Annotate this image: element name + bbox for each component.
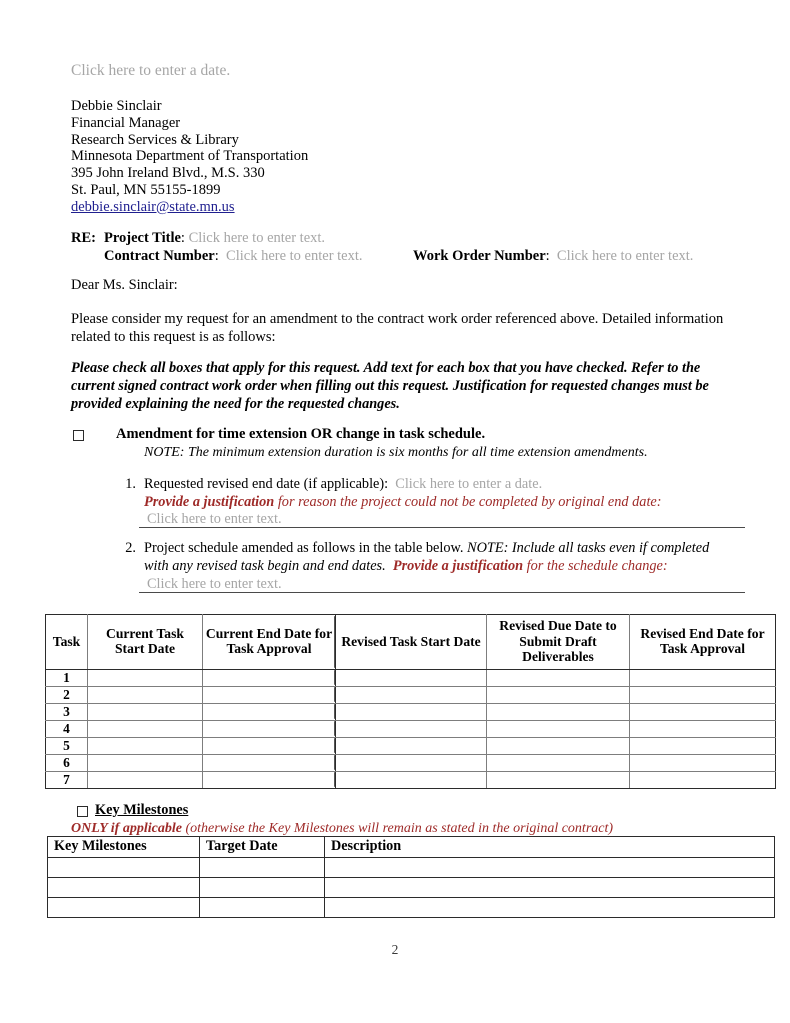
cell-current-start[interactable] xyxy=(88,720,203,737)
instructions-paragraph: Please check all boxes that apply for this request. Add text for each box that you have checked. Refer to the current signed contract work order when filling out this request. Justification for requested changes must be provided explaining the need for the requested changes. xyxy=(71,360,709,412)
th-revised-task-start-date: Revised Task Start Date xyxy=(336,615,487,670)
work-order-input[interactable]: Click here to enter text. xyxy=(556,248,694,264)
cell-task-number: 6 xyxy=(46,754,88,771)
table-row xyxy=(46,737,776,754)
table-row xyxy=(48,898,775,918)
amendment-note: NOTE: The minimum extension duration is six months for all time extension amendments. xyxy=(144,445,648,460)
cell-revised-end[interactable] xyxy=(630,720,776,737)
cell-current-end[interactable] xyxy=(203,771,336,788)
task-schedule-table xyxy=(45,614,776,789)
cell-revised-end[interactable] xyxy=(630,737,776,754)
cell-milestone[interactable] xyxy=(48,878,200,898)
intro-paragraph: Please consider my request for an amendment to the contract work order referenced above. Detailed information related to this request is as follows: xyxy=(71,311,724,345)
cell-description[interactable] xyxy=(325,858,775,878)
table-row xyxy=(46,686,776,703)
key-milestones-note-bold: ONLY if applicable xyxy=(71,821,182,836)
th-current-task-start-date: Current Task Start Date xyxy=(88,615,203,670)
item-1-date-input[interactable]: Click here to enter a date. xyxy=(395,476,543,492)
item-2-number: 2. xyxy=(125,540,136,556)
cell-revised-start[interactable] xyxy=(336,669,487,686)
task-table-head xyxy=(46,615,776,670)
cell-current-start[interactable] xyxy=(88,754,203,771)
cell-revised-due[interactable] xyxy=(487,686,630,703)
work-order-colon: : xyxy=(545,248,550,264)
project-title-input[interactable]: Click here to enter text. xyxy=(188,230,326,246)
item-2-body xyxy=(144,540,724,575)
cell-milestone[interactable] xyxy=(48,858,200,878)
re-row-project-title xyxy=(71,229,731,247)
page-number: 2 xyxy=(391,942,399,957)
cell-revised-start[interactable] xyxy=(336,771,487,788)
cell-current-end[interactable] xyxy=(203,737,336,754)
amendment-item-1 xyxy=(116,476,726,511)
contract-number-group xyxy=(104,247,363,265)
task-table-body xyxy=(46,669,776,788)
cell-current-end[interactable] xyxy=(203,754,336,771)
amendment-heading: Amendment for time extension OR change in task schedule. xyxy=(116,426,486,442)
cell-revised-end[interactable] xyxy=(630,703,776,720)
cell-task-number: 7 xyxy=(46,771,88,788)
work-order-label: Work Order Number xyxy=(413,248,546,264)
km-table-head xyxy=(48,837,775,858)
item-2-justification-bold: Provide a justification xyxy=(392,557,524,574)
cell-revised-end[interactable] xyxy=(630,686,776,703)
recipient-division: Research Services & Library xyxy=(71,131,239,148)
cell-task-number: 4 xyxy=(46,720,88,737)
cell-current-start[interactable] xyxy=(88,686,203,703)
work-order-group xyxy=(413,247,693,265)
item-1-justification-bold: Provide a justification xyxy=(144,493,275,510)
cell-milestone[interactable] xyxy=(48,898,200,918)
cell-task-number: 3 xyxy=(46,703,88,720)
cell-task-number: 5 xyxy=(46,737,88,754)
item-2-lead-text: Project schedule amended as follows in the table below. xyxy=(144,540,464,556)
cell-task-number: 1 xyxy=(46,669,88,686)
project-title-colon: : xyxy=(180,230,185,246)
recipient-title: Financial Manager xyxy=(71,114,181,131)
th-description: Description xyxy=(325,837,775,858)
contract-number-colon: : xyxy=(214,248,219,264)
item-1-justification-rest: for reason the project could not be completed by original end date: xyxy=(274,493,662,510)
task-table-header-row xyxy=(46,615,776,670)
project-title-group xyxy=(104,229,325,247)
re-label: RE: xyxy=(71,230,96,246)
th-target-date: Target Date xyxy=(200,837,325,858)
contract-number-label: Contract Number xyxy=(104,248,215,264)
km-table-body xyxy=(48,858,775,918)
cell-revised-start[interactable] xyxy=(336,686,487,703)
cell-revised-due[interactable] xyxy=(487,771,630,788)
table-row xyxy=(46,771,776,788)
th-key-milestones: Key Milestones xyxy=(48,837,200,858)
table-row xyxy=(48,878,775,898)
cell-current-start[interactable] xyxy=(88,737,203,754)
key-milestones-heading: Key Milestones xyxy=(95,802,189,818)
th-revised-due-date: Revised Due Date to Submit Draft Deliverables xyxy=(487,615,630,670)
cell-revised-start[interactable] xyxy=(336,737,487,754)
item-1-lead-text: Requested revised end date (if applicable): xyxy=(144,476,389,492)
item-2-note: NOTE: Include all tasks even if completed with any revised task begin and end dates. xyxy=(144,540,710,574)
amendment-item-2 xyxy=(116,540,724,575)
cell-revised-end[interactable] xyxy=(630,754,776,771)
cell-current-start[interactable] xyxy=(88,669,203,686)
checkbox-amendment[interactable] xyxy=(73,430,84,441)
cell-current-end[interactable] xyxy=(203,669,336,686)
cell-current-end[interactable] xyxy=(203,686,336,703)
cell-description[interactable] xyxy=(325,898,775,918)
th-revised-end-date: Revised End Date for Task Approval xyxy=(630,615,776,670)
item-1-number: 1. xyxy=(125,476,136,492)
cell-current-end[interactable] xyxy=(203,720,336,737)
th-task: Task xyxy=(46,615,88,670)
key-milestones-table xyxy=(47,836,775,918)
contract-number-input[interactable]: Click here to enter text. xyxy=(226,248,363,264)
recipient-agency: Minnesota Department of Transportation xyxy=(71,148,309,165)
cell-current-start[interactable] xyxy=(88,771,203,788)
table-row xyxy=(46,669,776,686)
cell-target-date[interactable] xyxy=(200,898,325,918)
cell-description[interactable] xyxy=(325,878,775,898)
cell-revised-start[interactable] xyxy=(336,720,487,737)
cell-revised-due[interactable] xyxy=(487,754,630,771)
th-current-end-date: Current End Date for Task Approval xyxy=(203,615,336,670)
km-header-row xyxy=(48,837,775,858)
cell-revised-due[interactable] xyxy=(487,703,630,720)
salutation: Dear Ms. Sinclair: xyxy=(71,277,178,293)
item-1-body xyxy=(144,476,726,511)
project-title-label: Project Title xyxy=(104,230,181,246)
table-row xyxy=(46,720,776,737)
table-row xyxy=(48,858,775,878)
item-1-text-input[interactable]: Click here to enter text. xyxy=(139,511,745,528)
re-block xyxy=(71,229,731,265)
recipient-street: 395 John Ireland Blvd., M.S. 330 xyxy=(71,165,265,182)
recipient-name: Debbie Sinclair xyxy=(71,98,162,114)
cell-revised-due[interactable] xyxy=(487,669,630,686)
item-2-justification-rest: for the schedule change: xyxy=(523,557,668,574)
recipient-email-link[interactable]: debbie.sinclair@state.mn.us xyxy=(71,198,235,215)
re-row-contract-workorder xyxy=(71,247,731,265)
recipient-city-state-zip: St. Paul, MN 55155-1899 xyxy=(71,181,221,198)
cell-revised-start[interactable] xyxy=(336,754,487,771)
cell-task-number: 2 xyxy=(46,686,88,703)
table-row xyxy=(46,703,776,720)
recipient-address-block xyxy=(71,98,308,216)
key-milestones-note xyxy=(71,821,613,837)
cell-current-end[interactable] xyxy=(203,703,336,720)
checkbox-key-milestones[interactable] xyxy=(77,806,88,817)
cell-revised-due[interactable] xyxy=(487,737,630,754)
key-milestones-note-rest: (otherwise the Key Milestones will remain as stated in the original contract) xyxy=(181,821,614,836)
item-2-text-input[interactable]: Click here to enter text. xyxy=(139,576,745,593)
cell-target-date[interactable] xyxy=(200,878,325,898)
date-field-placeholder[interactable]: Click here to enter a date. xyxy=(71,62,231,79)
cell-revised-end[interactable] xyxy=(630,669,776,686)
cell-revised-due[interactable] xyxy=(487,720,630,737)
cell-target-date[interactable] xyxy=(200,858,325,878)
cell-current-start[interactable] xyxy=(88,703,203,720)
cell-revised-end[interactable] xyxy=(630,771,776,788)
cell-revised-start[interactable] xyxy=(336,703,487,720)
table-row xyxy=(46,754,776,771)
